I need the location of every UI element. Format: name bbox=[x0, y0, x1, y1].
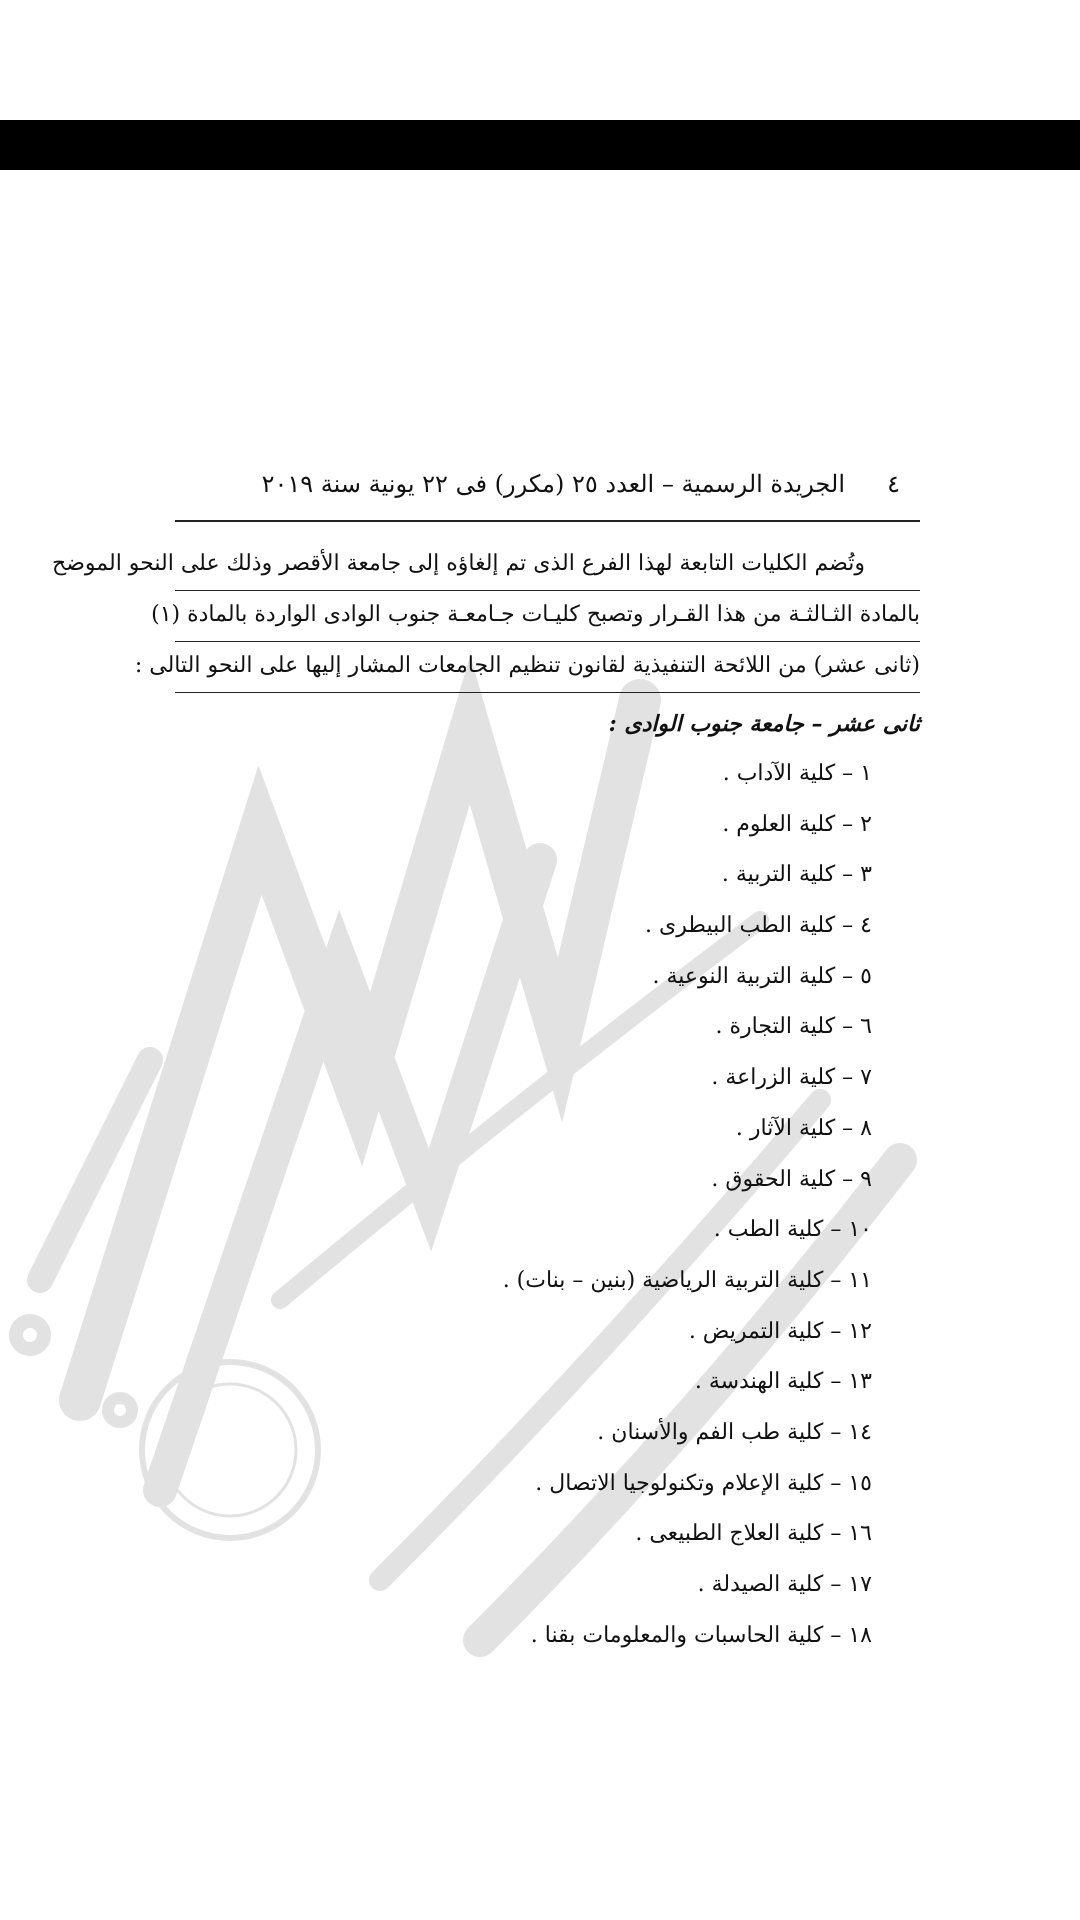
intro-line: (ثانى عشر) من اللائحة التنفيذية لقانون تنظيم الجامعات المشار إليها على النحو التالى : bbox=[175, 642, 920, 693]
intro-line: بالمادة الثـالثـة من هذا القـرار وتصبح كليـات جـامعـة جنوب الوادى الواردة بالمادة (١) bbox=[175, 591, 920, 642]
page-header bbox=[175, 460, 920, 522]
faculty-item: ٨ – كلية الآثار . bbox=[735, 1115, 872, 1141]
faculty-item: ٢ – كلية العلوم . bbox=[722, 811, 872, 837]
faculty-item: ١٦ – كلية العلاج الطبيعى . bbox=[635, 1521, 872, 1547]
faculty-item: ١٨ – كلية الحاسبات والمعلومات بقنا . bbox=[530, 1622, 872, 1648]
faculty-item: ١٧ – كلية الصيدلة . bbox=[697, 1572, 872, 1597]
faculty-item: ١٥ – كلية الإعلام وتكنولوجيا الاتصال . bbox=[535, 1470, 872, 1496]
page-number: ٤ bbox=[887, 470, 900, 498]
faculty-item: ١١ – كلية التربية الرياضية (بنين – بنات) . bbox=[502, 1267, 872, 1293]
section-heading: ثانى عشر – جامعة جنوب الوادى : bbox=[608, 711, 920, 737]
faculty-item: ١ – كلية الآداب . bbox=[722, 761, 872, 786]
faculty-item: ٧ – كلية الزراعة . bbox=[711, 1065, 872, 1091]
document-page bbox=[52, 460, 920, 1661]
faculty-item: ٦ – كلية التجارة . bbox=[715, 1014, 872, 1040]
faculty-list bbox=[175, 749, 920, 1661]
intro-paragraph bbox=[52, 540, 920, 693]
intro-line: وتُضم الكليات التابعة لهذا الفرع الذى تم إلغاؤه إلى جامعة الأقصر وذلك على النحو الموضح bbox=[175, 540, 920, 591]
faculty-item: ٣ – كلية التربية . bbox=[721, 862, 872, 888]
top-black-bar bbox=[0, 120, 1080, 170]
faculty-item: ١٣ – كلية الهندسة . bbox=[694, 1369, 872, 1395]
gazette-title: الجريدة الرسمية – العدد ٢٥ (مكرر) فى ٢٢ يونية سنة ٢٠١٩ bbox=[261, 470, 845, 498]
faculty-item: ٥ – كلية التربية النوعية . bbox=[652, 963, 872, 989]
faculty-item: ١٤ – كلية طب الفم والأسنان . bbox=[597, 1419, 872, 1445]
faculty-item: ٤ – كلية الطب البيطرى . bbox=[645, 913, 872, 939]
faculty-item: ١٠ – كلية الطب . bbox=[713, 1217, 872, 1243]
faculty-item: ٩ – كلية الحقوق . bbox=[711, 1166, 872, 1192]
faculty-item: ١٢ – كلية التمريض . bbox=[688, 1318, 872, 1344]
